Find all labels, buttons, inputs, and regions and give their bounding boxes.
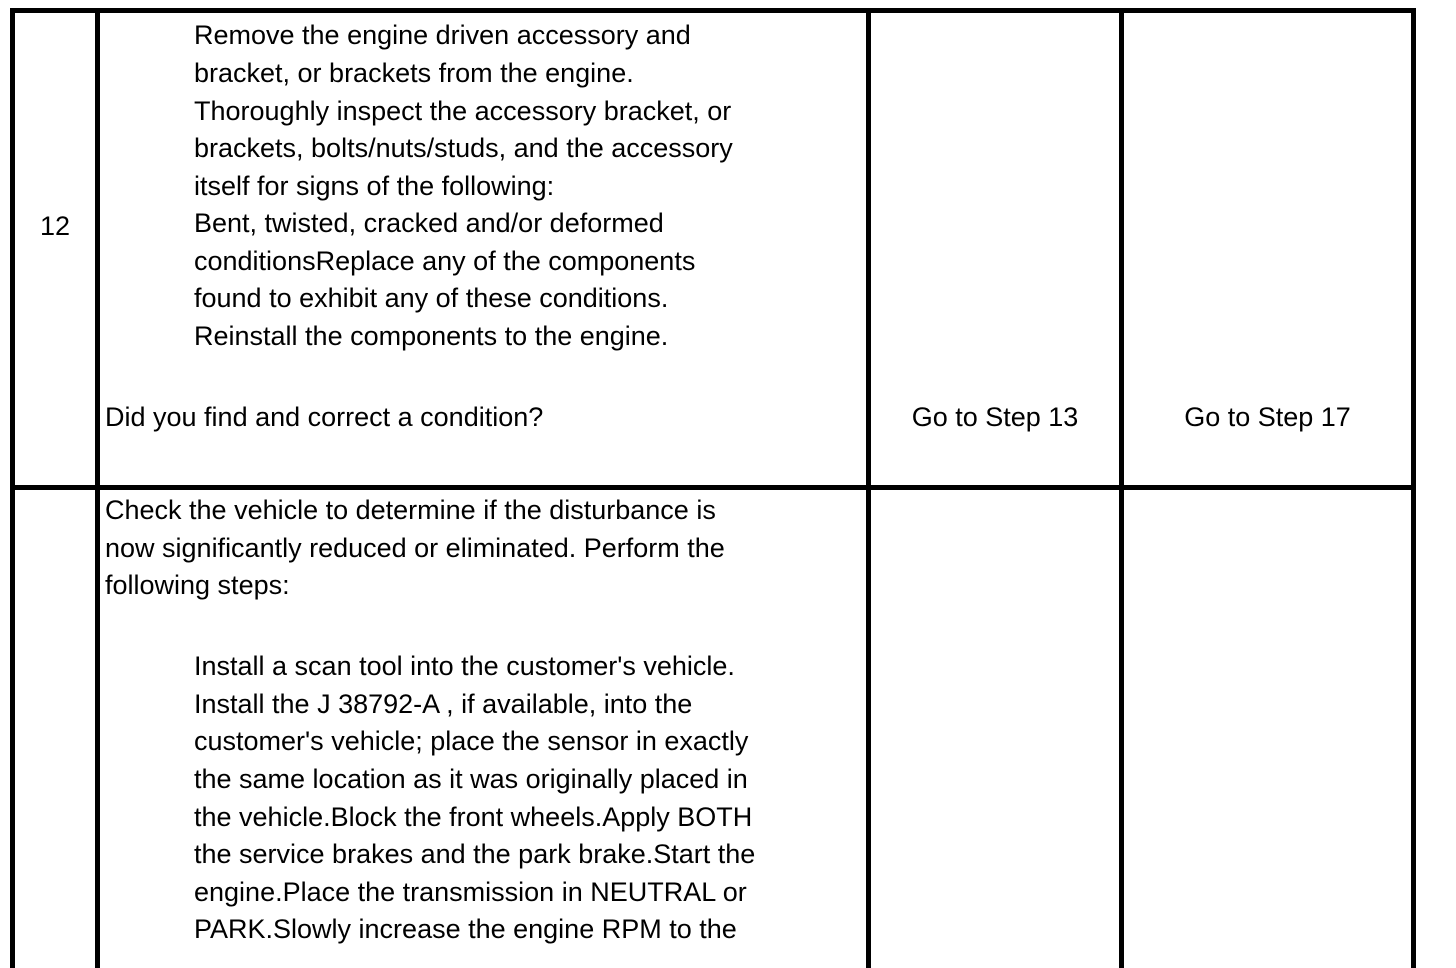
instruction-line: the same location as it was originally placed in <box>194 764 748 794</box>
instruction-line: the vehicle.Block the front wheels.Apply BOTH <box>194 802 753 832</box>
row-divider <box>12 485 1416 490</box>
instruction-line: Install the J 38792-A , if available, into the <box>194 689 693 719</box>
column-divider-step <box>95 8 100 968</box>
instruction-line: engine.Place the transmission in NEUTRAL or <box>194 877 747 907</box>
row12-question: Did you find and correct a condition? <box>105 402 544 432</box>
instruction-line: itself for signs of the following: <box>194 171 555 201</box>
yes-result: Go to Step 13 <box>911 402 1079 432</box>
instruction-line: brackets, bolts/nuts/studs, and the accessory <box>194 133 733 163</box>
instruction-line: bracket, or brackets from the engine. <box>194 58 634 88</box>
step-number: 12 <box>39 211 71 241</box>
instruction-line: Install a scan tool into the customer's vehicle. <box>194 651 735 681</box>
intro-line: following steps: <box>105 570 290 600</box>
instruction-line: Bent, twisted, cracked and/or deformed <box>194 208 664 238</box>
column-divider-action <box>866 8 871 968</box>
instruction-line: found to exhibit any of these conditions. <box>194 283 669 313</box>
table-left-border <box>10 8 15 968</box>
instruction-line: Reinstall the components to the engine. <box>194 321 669 351</box>
table-right-border <box>1411 8 1416 968</box>
instruction-line: customer's vehicle; place the sensor in exactly <box>194 726 749 756</box>
instruction-line: Remove the engine driven accessory and <box>194 20 691 50</box>
instruction-line: Thoroughly inspect the accessory bracket, or <box>194 96 732 126</box>
column-divider-yes <box>1119 8 1124 968</box>
intro-line: now significantly reduced or eliminated. Perform the <box>105 533 725 563</box>
instruction-line: conditionsReplace any of the components <box>194 246 696 276</box>
table-top-border <box>12 8 1416 13</box>
intro-line: Check the vehicle to determine if the disturbance is <box>105 495 716 525</box>
no-result: Go to Step 17 <box>1184 402 1351 432</box>
instruction-line: the service brakes and the park brake.Start the <box>194 839 756 869</box>
instruction-line: PARK.Slowly increase the engine RPM to the <box>194 914 737 944</box>
